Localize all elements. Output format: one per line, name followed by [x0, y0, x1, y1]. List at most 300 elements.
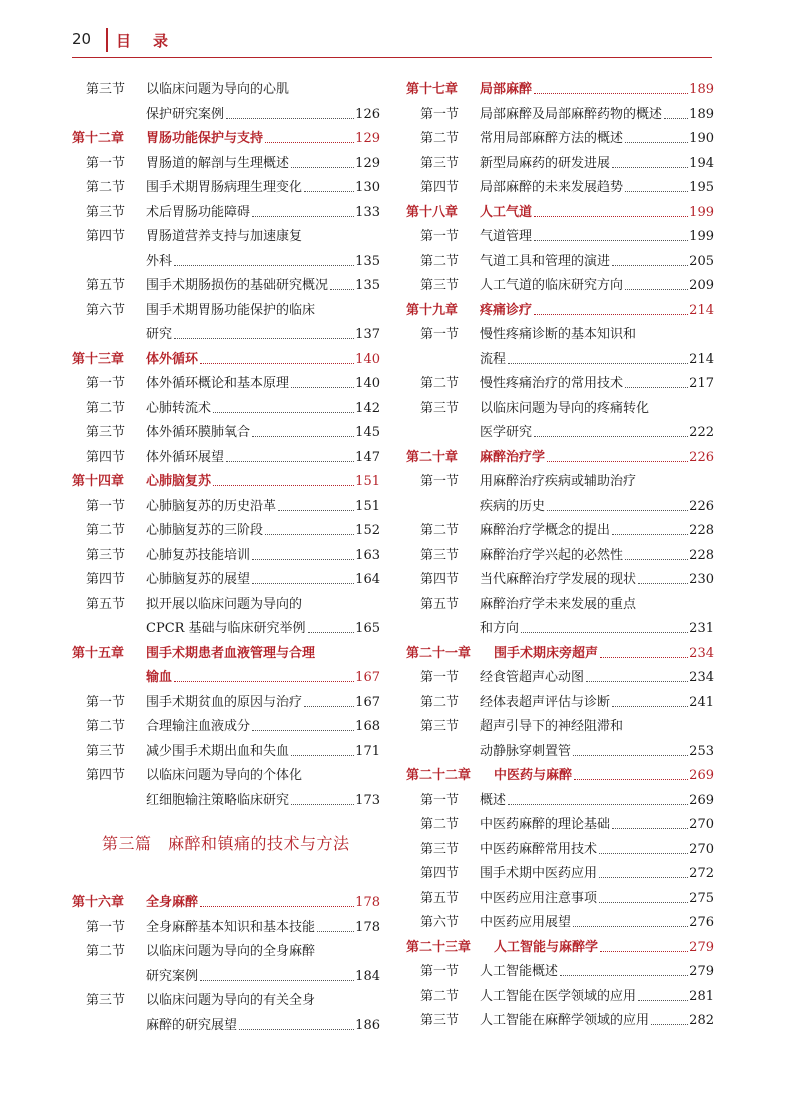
entry-label: 第四节: [420, 572, 460, 587]
leader-dots: [508, 363, 688, 364]
leader-dots: [252, 216, 354, 217]
entry-page-number: 167: [355, 694, 380, 710]
entry-label: 第三节: [86, 204, 126, 220]
entry-title: 局部麻醉: [480, 82, 533, 97]
entry-text-line: [480, 838, 714, 863]
leader-dots: [252, 730, 354, 731]
entry-title: 新型局麻药的研发进展: [480, 155, 611, 171]
entry-text-line: [146, 495, 380, 520]
chapter-entry: [406, 78, 714, 103]
entry-text-line: [146, 397, 380, 422]
entry-label: 第四节: [420, 866, 460, 881]
entry-title: 中医药与麻醉: [494, 768, 573, 783]
section-entry: [72, 225, 380, 250]
entry-label: 第二节: [86, 944, 126, 959]
section-entry: [406, 838, 714, 863]
leader-dots: [330, 289, 354, 290]
entry-text-line: [480, 519, 714, 544]
entry-page-number: 270: [689, 841, 714, 857]
entry-title: 体外循环膜肺氧合: [146, 425, 251, 440]
entry-page-number: 189: [689, 82, 714, 97]
section-entry: [406, 495, 714, 520]
entry-label: 第三节: [86, 743, 126, 759]
entry-page-number: 129: [355, 155, 380, 171]
entry-text-line: [146, 348, 380, 373]
entry-page-number: 135: [355, 278, 380, 293]
entry-title: 减少围手术期出血和失血: [146, 743, 290, 759]
leader-dots: [600, 951, 688, 952]
entry-label: 第二节: [420, 817, 460, 832]
entry-text-line: [480, 225, 714, 250]
header-rule: [72, 57, 712, 58]
entry-text-line: [480, 862, 714, 887]
leader-dots: [317, 931, 354, 932]
section-entry: [406, 323, 714, 348]
entry-label: 第二节: [420, 694, 460, 710]
entry-title: 麻醉治疗学兴起的必然性: [480, 547, 624, 563]
leader-dots: [600, 657, 688, 658]
leader-dots: [265, 142, 354, 143]
leader-dots: [200, 980, 354, 981]
leader-dots: [599, 853, 688, 854]
section-entry: [72, 916, 380, 941]
entry-page-number: 133: [355, 204, 380, 220]
part-heading: [72, 813, 380, 891]
leader-dots: [586, 681, 688, 682]
entry-page-number: 272: [689, 866, 714, 881]
leader-dots: [625, 289, 688, 290]
entry-title: 围手术期床旁超声: [494, 645, 599, 661]
entry-page-number: 190: [689, 131, 714, 146]
leader-dots: [599, 877, 688, 878]
page-header: [72, 30, 712, 54]
leader-dots: [574, 779, 688, 780]
leader-dots: [547, 461, 688, 462]
chapter-entry: [406, 642, 714, 667]
entry-label: 第四节: [86, 229, 126, 244]
entry-page-number: 126: [355, 106, 380, 122]
leader-dots: [534, 314, 688, 315]
entry-label: 第五节: [86, 596, 126, 612]
entry-label: 第五节: [420, 596, 460, 612]
entry-page-number: 231: [689, 621, 714, 636]
entry-text-line: [494, 764, 714, 789]
entry-page-number: 226: [689, 498, 714, 514]
entry-page-number: 195: [689, 180, 714, 195]
section-entry: [72, 965, 380, 990]
toc-left-column: [72, 78, 380, 1038]
entry-title: 全身麻醉基本知识和基本技能: [146, 919, 316, 935]
chapter-entry: [406, 446, 714, 471]
entry-page-number: 164: [355, 572, 380, 587]
entry-page-number: 217: [689, 376, 714, 391]
section-entry: [72, 940, 380, 965]
leader-dots: [521, 632, 688, 633]
entry-title: 红细胞输注策略临床研究: [146, 792, 290, 808]
chapter-entry: [406, 764, 714, 789]
entry-title: 中医药应用展望: [480, 915, 572, 930]
leader-dots: [265, 534, 354, 535]
entry-title: 合理输注血液成分: [146, 719, 251, 734]
entry-page-number: 173: [355, 792, 380, 808]
entry-title: 人工智能与麻醉学: [494, 939, 599, 955]
entry-page-number: 147: [355, 449, 380, 465]
leader-dots: [174, 681, 354, 682]
entry-text-line: [480, 813, 714, 838]
leader-dots: [573, 926, 688, 927]
section-entry: [406, 740, 714, 765]
entry-text-line: [480, 397, 714, 422]
entry-text-line: [146, 916, 380, 941]
entry-text-line: [146, 764, 380, 789]
entry-page-number: 269: [689, 768, 714, 783]
entry-text-line: [480, 1009, 714, 1034]
section-entry: [72, 544, 380, 569]
entry-text-line: [146, 519, 380, 544]
leader-dots: [174, 338, 354, 339]
entry-text-line: [146, 127, 380, 152]
entry-text-line: [146, 568, 380, 593]
entry-text-line: [480, 103, 714, 128]
page-number: 20: [72, 30, 92, 48]
leader-dots: [612, 706, 688, 707]
entry-title: 围手术期中医药应用: [480, 866, 598, 881]
leader-dots: [213, 485, 354, 486]
entry-label: 第三节: [420, 547, 460, 563]
entry-page-number: 270: [689, 817, 714, 832]
section-entry: [72, 372, 380, 397]
header-title: 目录: [116, 32, 191, 50]
entry-text-line: [480, 568, 714, 593]
entry-page-number: 228: [689, 523, 714, 538]
entry-title: 超声引导下的神经阻滞和: [480, 719, 624, 734]
entry-title: 体外循环概论和基本原理: [146, 376, 290, 391]
entry-page-number: 137: [355, 327, 380, 342]
entry-title: 人工智能在医学领域的应用: [480, 988, 637, 1004]
entry-label: 第二十三章: [406, 939, 472, 955]
leader-dots: [612, 167, 688, 168]
leader-dots: [638, 583, 688, 584]
entry-title: 心肺脑复苏的三阶段: [146, 523, 264, 538]
entry-title: 医学研究: [480, 425, 533, 440]
entry-label: 第三节: [86, 547, 126, 563]
entry-label: 第十三章: [72, 351, 125, 367]
entry-page-number: 165: [355, 621, 380, 636]
entry-page-number: 130: [355, 180, 380, 195]
leader-dots: [291, 755, 354, 756]
chapter-entry: [72, 127, 380, 152]
entry-text-line: [146, 593, 380, 618]
section-entry: [72, 593, 380, 618]
entry-page-number: 189: [689, 106, 714, 122]
entry-page-number: 171: [355, 743, 380, 759]
leader-dots: [291, 387, 354, 388]
entry-text-line: [146, 989, 380, 1014]
entry-title: 心肺脑复苏的历史沿革: [146, 498, 277, 514]
entry-title: 研究案例: [146, 968, 199, 984]
section-entry: [406, 985, 714, 1010]
entry-page-number: 228: [689, 547, 714, 563]
entry-page-number: 135: [355, 253, 380, 269]
entry-label: 第四节: [86, 572, 126, 587]
section-entry: [72, 78, 380, 103]
entry-label: 第五节: [420, 890, 460, 906]
entry-label: 第一节: [420, 792, 460, 808]
entry-page-number: 184: [355, 968, 380, 984]
entry-label: 第六节: [86, 302, 126, 318]
entry-title: 麻醉治疗学概念的提出: [480, 523, 611, 538]
entry-text-line: [480, 470, 714, 495]
leader-dots: [308, 632, 355, 633]
entry-text-line: [480, 299, 714, 324]
entry-text-line: [480, 985, 714, 1010]
section-entry: [72, 250, 380, 275]
entry-page-number: 282: [689, 1013, 714, 1028]
leader-dots: [291, 804, 354, 805]
entry-label: 第三节: [420, 841, 460, 857]
section-entry: [72, 764, 380, 789]
leader-dots: [291, 167, 354, 168]
chapter-entry: [72, 348, 380, 373]
leader-dots: [534, 240, 688, 241]
entry-title: 用麻醉治疗疾病或辅助治疗: [480, 474, 637, 489]
chapter-entry: [406, 201, 714, 226]
entry-label: 第十六章: [72, 895, 125, 910]
leader-dots: [200, 906, 354, 907]
entry-text-line: [480, 201, 714, 226]
section-entry: [72, 715, 380, 740]
section-entry: [406, 274, 714, 299]
section-entry: [406, 568, 714, 593]
entry-title: 研究: [146, 327, 173, 342]
entry-label: 第二节: [420, 523, 460, 538]
section-entry: [406, 103, 714, 128]
entry-text-line: [146, 666, 380, 691]
entry-title: 疾病的历史: [480, 498, 546, 514]
section-entry: [406, 862, 714, 887]
section-entry: [406, 691, 714, 716]
leader-dots: [252, 583, 354, 584]
entry-page-number: 186: [355, 1017, 380, 1033]
entry-text-line: [146, 617, 380, 642]
entry-page-number: 178: [355, 919, 380, 935]
entry-title: 中医药应用注意事项: [480, 890, 598, 906]
entry-title: 围手术期贫血的原因与治疗: [146, 694, 303, 710]
entry-page-number: 168: [355, 719, 380, 734]
entry-text-line: [480, 152, 714, 177]
entry-text-line: [480, 176, 714, 201]
entry-page-number: 214: [689, 302, 714, 318]
leader-dots: [638, 1000, 688, 1001]
entry-label: 第二节: [420, 131, 460, 146]
entry-title: 人工智能概述: [480, 964, 559, 979]
entry-title: 慢性疼痛治疗的常用技术: [480, 376, 624, 391]
entry-label: 第二节: [420, 988, 460, 1004]
section-entry: [72, 989, 380, 1014]
entry-label: 第三节: [420, 155, 460, 171]
leader-dots: [625, 142, 688, 143]
entry-text-line: [480, 274, 714, 299]
leader-dots: [174, 265, 354, 266]
entry-title: 心肺复苏技能培训: [146, 547, 251, 563]
leader-dots: [560, 975, 688, 976]
entry-title: 体外循环: [146, 351, 199, 367]
entry-title: 胃肠道的解剖与生理概述: [146, 155, 290, 171]
entry-text-line: [146, 250, 380, 275]
entry-title: 麻醉的研究展望: [146, 1017, 238, 1033]
entry-page-number: 281: [689, 988, 714, 1004]
entry-label: 第三节: [420, 1013, 460, 1028]
chapter-entry: [72, 891, 380, 916]
entry-title: 术后胃肠功能障碍: [146, 204, 251, 220]
leader-dots: [651, 1024, 688, 1025]
section-entry: [406, 397, 714, 422]
leader-dots: [252, 559, 354, 560]
section-entry: [406, 421, 714, 446]
section-entry: [72, 201, 380, 226]
entry-text-line: [146, 152, 380, 177]
entry-title: 以临床问题为导向的疼痛转化: [480, 400, 650, 416]
entry-page-number: 151: [355, 474, 380, 489]
entry-label: 第一节: [86, 919, 126, 935]
entry-title: 全身麻醉: [146, 895, 199, 910]
entry-page-number: 226: [689, 449, 714, 465]
entry-text-line: [146, 176, 380, 201]
section-entry: [406, 1009, 714, 1034]
entry-title: 围手术期患者血液管理与合理: [146, 645, 316, 661]
section-entry: [72, 103, 380, 128]
entry-text-line: [146, 372, 380, 397]
entry-label: 第十四章: [72, 474, 125, 489]
entry-text-line: [480, 446, 714, 471]
section-entry: [72, 176, 380, 201]
entry-text-line: [494, 642, 714, 667]
leader-dots: [252, 436, 354, 437]
entry-title: 经食管超声心动图: [480, 670, 585, 685]
entry-title: 疼痛诊疗: [480, 302, 533, 318]
entry-title: 麻醉治疗学未来发展的重点: [480, 596, 637, 612]
section-entry: [406, 372, 714, 397]
section-entry: [72, 274, 380, 299]
entry-label: 第三节: [86, 425, 126, 440]
section-entry: [406, 127, 714, 152]
section-entry: [406, 617, 714, 642]
entry-title: 中医药麻醉常用技术: [480, 841, 598, 857]
entry-page-number: 199: [689, 204, 714, 220]
section-entry: [406, 666, 714, 691]
entry-text-line: [480, 715, 714, 740]
entry-title: 心肺脑复苏的展望: [146, 572, 251, 587]
entry-label: 第十五章: [72, 645, 125, 661]
chapter-entry: [72, 642, 380, 667]
entry-page-number: 142: [355, 400, 380, 416]
part-label: 第三篇: [102, 834, 152, 853]
section-entry: [406, 348, 714, 373]
entry-label: 第三节: [420, 278, 460, 293]
part-title: [102, 831, 350, 854]
entry-title: 人工气道: [480, 204, 533, 220]
entry-title: 经体表超声评估与诊断: [480, 694, 611, 710]
leader-dots: [664, 118, 688, 119]
chapter-entry: [406, 936, 714, 961]
entry-label: 第十八章: [406, 204, 459, 220]
entry-title: 气道管理: [480, 229, 533, 244]
entry-text-line: [146, 470, 380, 495]
entry-label: 第二节: [86, 400, 126, 416]
entry-page-number: 140: [355, 376, 380, 391]
entry-text-line: [480, 960, 714, 985]
entry-text-line: [146, 691, 380, 716]
entry-text-line: [480, 911, 714, 936]
leader-dots: [534, 216, 688, 217]
entry-title: 常用局部麻醉方法的概述: [480, 131, 624, 146]
leader-dots: [508, 804, 688, 805]
entry-text-line: [146, 740, 380, 765]
entry-text-line: [480, 740, 714, 765]
entry-page-number: 140: [355, 351, 380, 367]
entry-page-number: 178: [355, 895, 380, 910]
part-name: 麻醉和镇痛的技术与方法: [168, 834, 350, 853]
entry-label: 第一节: [86, 155, 126, 171]
entry-label: 第一节: [420, 964, 460, 979]
entry-label: 第十二章: [72, 131, 125, 146]
entry-page-number: 152: [355, 523, 380, 538]
entry-text-line: [480, 127, 714, 152]
entry-title: 人工气道的临床研究方向: [480, 278, 624, 293]
entry-text-line: [146, 642, 380, 667]
entry-page-number: 199: [689, 229, 714, 244]
entry-title: 概述: [480, 792, 507, 808]
entry-title: 心肺转流术: [146, 400, 212, 416]
entry-label: 第三节: [420, 719, 460, 734]
entry-page-number: 253: [689, 743, 714, 759]
entry-label: 第一节: [420, 670, 460, 685]
entry-text-line: [146, 103, 380, 128]
leader-dots: [200, 363, 354, 364]
entry-page-number: 129: [355, 131, 380, 146]
entry-text-line: [480, 593, 714, 618]
entry-page-number: 222: [689, 425, 714, 440]
entry-label: 第五节: [86, 278, 126, 293]
leader-dots: [547, 510, 688, 511]
entry-title: 人工智能在麻醉学领域的应用: [480, 1013, 650, 1028]
section-entry: [72, 691, 380, 716]
entry-page-number: 275: [689, 890, 714, 906]
section-entry: [406, 470, 714, 495]
section-entry: [72, 397, 380, 422]
entry-label: 第四节: [86, 449, 126, 465]
entry-label: 第二节: [420, 376, 460, 391]
entry-page-number: 276: [689, 915, 714, 930]
leader-dots: [625, 191, 688, 192]
entry-label: 第三节: [86, 82, 126, 97]
entry-label: 第二十章: [406, 449, 459, 465]
leader-dots: [534, 436, 688, 437]
leader-dots: [278, 510, 354, 511]
entry-text-line: [146, 225, 380, 250]
leader-dots: [612, 828, 688, 829]
entry-label: 第二节: [420, 253, 460, 269]
entry-text-line: [146, 421, 380, 446]
entry-page-number: 194: [689, 155, 714, 171]
section-entry: [72, 152, 380, 177]
entry-title: 外科: [146, 253, 173, 269]
entry-label: 第一节: [86, 498, 126, 514]
entry-label: 第一节: [86, 694, 126, 710]
entry-text-line: [480, 323, 714, 348]
entry-label: 第一节: [420, 474, 460, 489]
entry-title: 拟开展以临床问题为导向的: [146, 596, 303, 612]
